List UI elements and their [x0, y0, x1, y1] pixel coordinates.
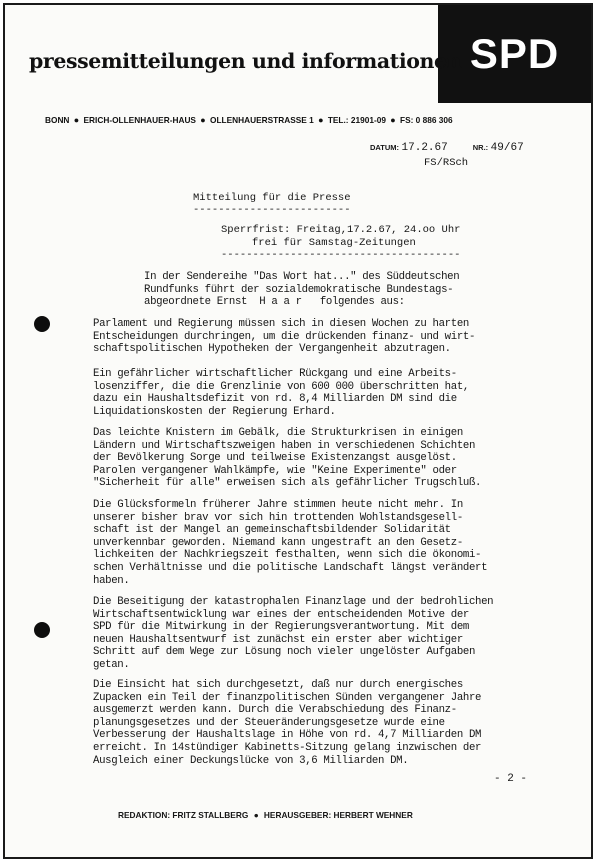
footer-herausgeber: HERAUSGEBER: HERBERT WEHNER	[263, 810, 413, 820]
press-title-rule: -------------------------	[193, 204, 351, 216]
bullet-dot-icon: ●	[253, 810, 259, 820]
embargo-line-1: Sperrfrist: Freitag,17.2.67, 24.oo Uhr	[221, 224, 461, 236]
address-phone: TEL.: 21901-09	[327, 115, 386, 125]
reference-code: FS/RSch	[424, 157, 469, 169]
body-paragraph: Die Einsicht hat sich durchgesetzt, daß nur durch energisches Zupacken ein Teil der finanzpolitischen Sünden vergangener Jahre ausgemerzt werden kann. Durch die Verabschiedung des Finanz- planungsgesetzes und der Steueränderungsgesetze wurde eine Verbesserung der Haushaltslage in Höhe von rd. 4,7 Milliarden DM erreicht. In 14stündiger Kabinetts-Sitzung gelang inzwischen der Ausgleich einer Deckungslücke von 3,6 Milliarden DM.	[93, 679, 482, 767]
bullet-dot-icon: ●	[318, 115, 324, 125]
margin-bullet-icon	[34, 316, 50, 332]
bullet-dot-icon: ●	[390, 115, 396, 125]
bullet-dot-icon: ●	[200, 115, 206, 125]
press-release-page	[3, 3, 593, 859]
body-paragraph: Parlament und Regierung müssen sich in diesen Wochen zu harten Entscheidungen durchringen, um die drückenden finanz- und wirt- schaftspolitischen Hypotheken der Vergangenheit abzutragen.	[93, 318, 476, 356]
margin-bullet-icon	[34, 622, 50, 638]
address-telex: FS: 0 886 306	[400, 115, 453, 125]
footer-credits	[118, 810, 413, 820]
press-title: Mitteilung für die Presse	[193, 192, 351, 204]
date-number-line	[370, 142, 524, 154]
intro-paragraph: In der Sendereihe "Das Wort hat..." des Süddeutschen Rundfunks führt der sozialdemokratische Bundestags- abgeordnete Ernst H a a r folgendes aus:	[144, 271, 460, 309]
footer-redaktion: REDAKTION: FRITZ STALLBERG	[118, 810, 249, 820]
nr-label: NR.:	[472, 143, 489, 152]
datum-value: 17.2.67	[401, 142, 448, 154]
embargo-rule: --------------------------------------	[221, 249, 461, 261]
datum-label: DATUM:	[370, 143, 400, 152]
masthead-title: pressemitteilungen und informationen	[29, 49, 462, 73]
address-line	[45, 115, 453, 125]
logo-text: SPD	[469, 30, 560, 77]
address-street: OLLENHAUERSTRASSE 1	[210, 115, 314, 125]
bullet-dot-icon: ●	[73, 115, 80, 125]
address-building: ERICH-OLLENHAUER-HAUS	[83, 115, 196, 125]
page-number: - 2 -	[494, 773, 528, 785]
body-paragraph: Die Glücksformeln früherer Jahre stimmen heute nicht mehr. In unserer bisher brav vor sich hin trottenden Wohlstandsgesell- schaft ist der Mangel an gemeinschaftsbildender Solidarität unverkennbar geworden. Niemand kann ungestraft an den Gesetz- lichkeiten der Nachkriegszeit festhalten, wenn sich die ökonomi- schen Verhältnisse und die politische Landschaft längst verändert haben.	[93, 499, 488, 587]
body-paragraph: Ein gefährlicher wirtschaftlicher Rückgang und eine Arbeits- losenziffer, die die Grenzlinie von 600 000 überschritten hat, dazu ein Haushaltsdefizit von rd. 8,4 Milliarden DM sind die Liquidationskosten der Regierung Erhard.	[93, 368, 469, 418]
address-city: BONN	[45, 115, 70, 125]
body-paragraph: Die Beseitigung der katastrophalen Finanzlage und der bedrohlichen Wirtschaftsentwicklung war eines der entscheidenden Motive der SPD für die Mitwirkung in der Regierungsverantwortung. Mit dem neuen Haushaltsentwurf ist zunächst ein erster aber wichtiger Schritt auf dem Wege zur Lösung noch vieler ungelöster Aufgaben getan.	[93, 596, 494, 671]
nr-value: 49/67	[490, 142, 524, 154]
embargo-line-2: frei für Samstag-Zeitungen	[252, 237, 416, 249]
body-paragraph: Das leichte Knistern im Gebälk, die Strukturkrisen in einigen Ländern und Wirtschaftszweigen haben in verschiedenen Schichten der Bevölkerung Sorge und teilweise Existenzangst ausgelöst. Parolen vergangener Wahlkämpfe, wie "Keine Experimente" oder "Sicherheit für alle" erweisen sich als gefährlicher Trugschluß.	[93, 427, 482, 490]
